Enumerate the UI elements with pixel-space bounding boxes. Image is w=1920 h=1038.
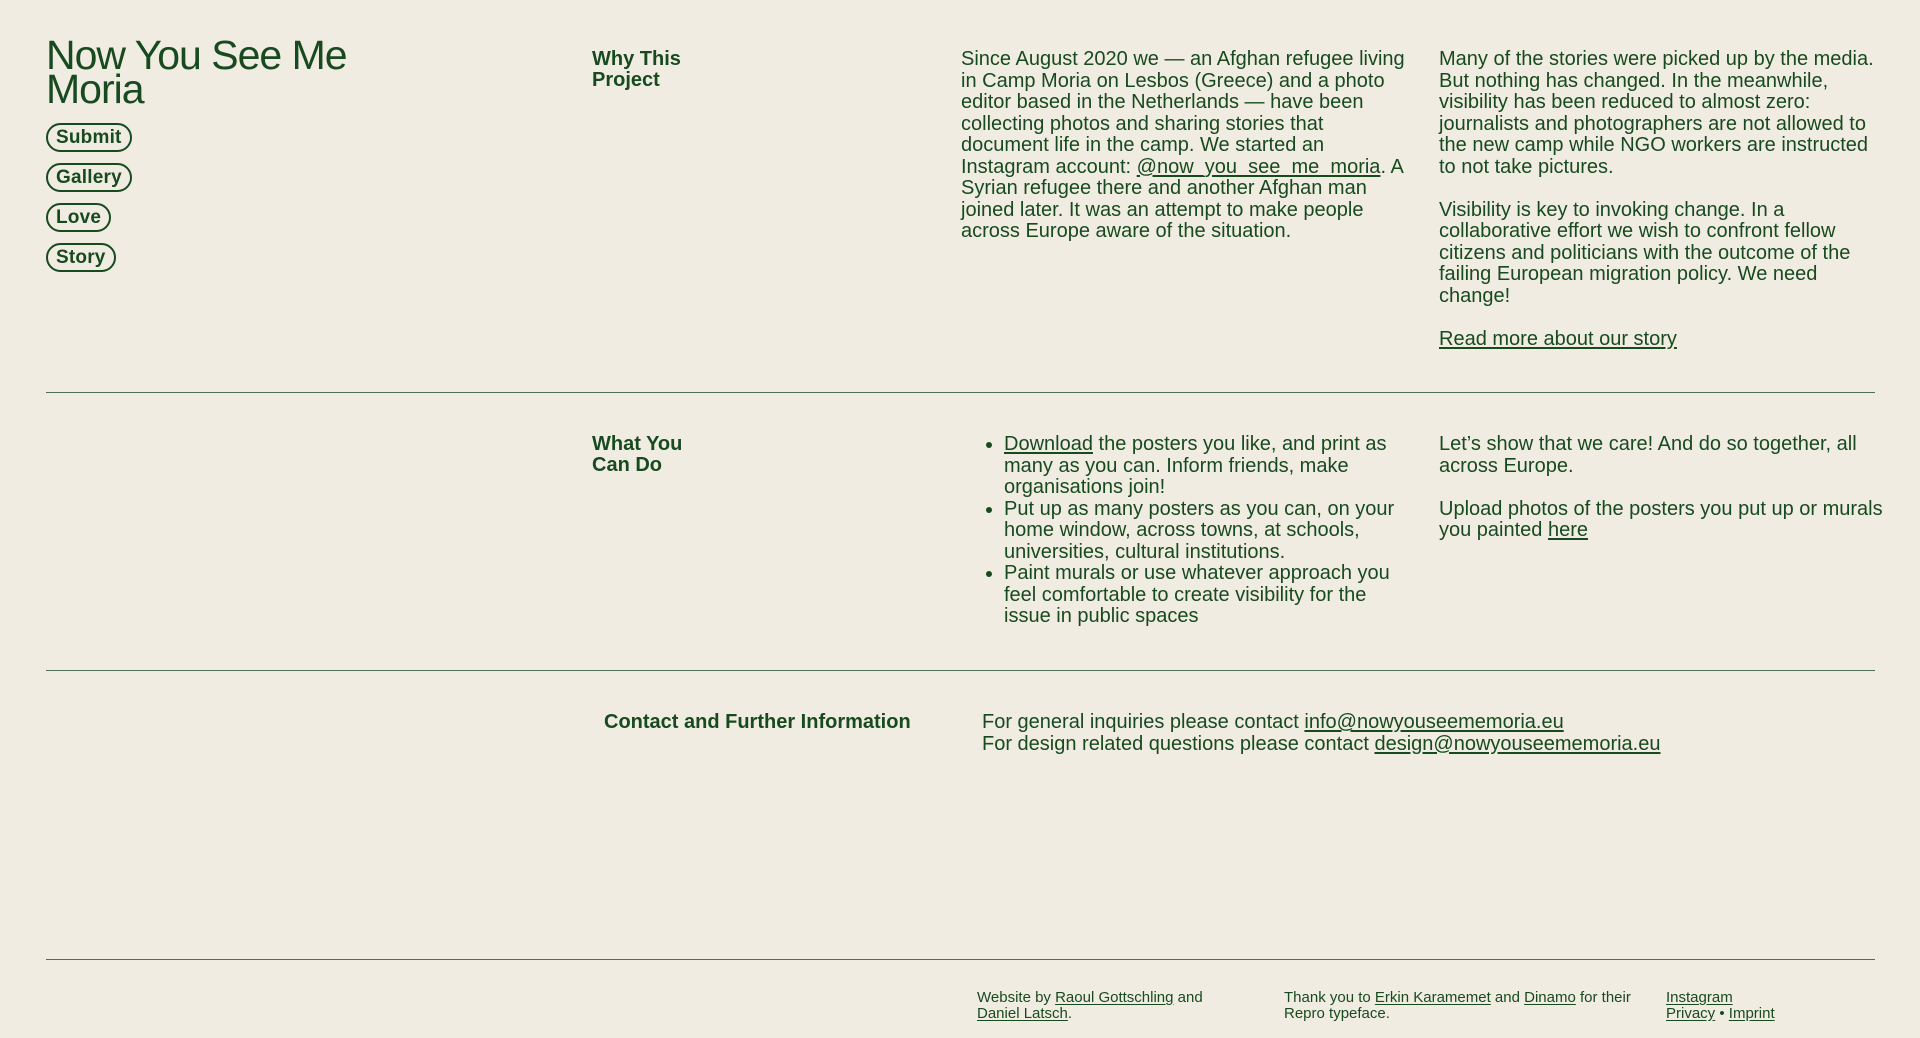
- instagram-handle-link[interactable]: @now_you_see_me_moria: [1136, 155, 1381, 178]
- why-col2: [1439, 49, 1889, 350]
- todo-heading: [592, 434, 682, 476]
- contact-general-text: For general inquiries please contact: [982, 711, 1305, 733]
- todo-col2-paragraph-1: Let’s show that we care! And do so together, all across Europe.: [1439, 433, 1857, 477]
- why-col1: [961, 49, 1411, 243]
- footer-imprint-link[interactable]: Imprint: [1728, 1005, 1775, 1022]
- footer-thanks-rest: for their Repro typeface.: [1284, 989, 1631, 1022]
- todo-col2: [1439, 434, 1889, 542]
- divider-1: [46, 392, 1875, 393]
- todo-list-item: • Paint murals or use whatever approach you feel comfortable to create visibility for the issue in public spaces: [1004, 563, 1418, 628]
- todo-heading-line2: Can Do: [592, 454, 662, 476]
- footer-instagram-link[interactable]: Instagram: [1666, 989, 1733, 1006]
- design-email-link[interactable]: design@nowyouseememoria.eu: [1374, 732, 1661, 755]
- divider-2: [46, 670, 1875, 671]
- main-nav: [46, 123, 132, 272]
- designer-raoul-link[interactable]: Raoul Gottschling: [1055, 989, 1174, 1006]
- why-col2-paragraph-2: Visibility is key to invoking change. In a collaborative effort we wish to confront fellow citizens and politicians with the outcome of the failing European migration policy. We need change!: [1439, 198, 1851, 307]
- footer-privacy-link[interactable]: Privacy: [1666, 1005, 1716, 1022]
- footer-credits: [977, 990, 1247, 1022]
- contact-design-text: For design related questions please contact: [982, 732, 1375, 755]
- read-more-story-link[interactable]: Read more about our story: [1439, 327, 1677, 350]
- why-col1-text-b: . A Syrian refugee there and another Afghan man joined later. It was an attempt to make people across Europe aware of the situation.: [961, 155, 1403, 242]
- site-title-line2: Moria: [46, 66, 144, 112]
- thanks-erkin-link[interactable]: Erkin Karamemet: [1374, 989, 1491, 1006]
- nav-submit-button[interactable]: Submit: [46, 123, 132, 152]
- footer-and: and: [1173, 989, 1203, 1006]
- todo-list: [961, 434, 1418, 628]
- footer-separator: •: [1715, 1005, 1729, 1022]
- todo-list-item: [1004, 434, 1418, 499]
- upload-here-link[interactable]: here: [1547, 519, 1589, 541]
- why-col1-text-a: Since August 2020 we — an Afghan refugee living in Camp Moria on Lesbos (Greece) and a photo editor based in the Netherlands — have been collecting photos and sharing stories that document life in the camp. We started an Instagram account:: [961, 48, 1405, 178]
- footer-thanks: [1284, 990, 1644, 1022]
- todo-upload-text: Upload photos of the posters you put up or murals you painted: [1439, 497, 1883, 541]
- site-title-line1: Now You See Me: [46, 32, 347, 78]
- todo-item-1-text: the posters you like, and print as many as you can. Inform friends, make organisations join!: [1004, 433, 1387, 498]
- footer-period: .: [1067, 1005, 1073, 1022]
- download-posters-link[interactable]: Download: [1004, 433, 1093, 455]
- footer-thanks-text: Thank you to: [1284, 989, 1375, 1006]
- designer-daniel-link[interactable]: Daniel Latsch: [977, 1005, 1068, 1022]
- nav-gallery-button[interactable]: Gallery: [46, 163, 132, 192]
- general-email-link[interactable]: info@nowyouseememoria.eu: [1304, 711, 1564, 733]
- nav-love-button[interactable]: Love: [46, 203, 111, 232]
- footer-links: [1666, 990, 1866, 1022]
- why-heading-line2: Project: [592, 69, 660, 91]
- site-title[interactable]: [46, 32, 347, 112]
- todo-col2-paragraph-2: [1439, 499, 1889, 542]
- contact-heading: Contact and Further Information: [604, 711, 911, 733]
- why-heading: [592, 49, 681, 91]
- why-col1-paragraph: [961, 49, 1411, 243]
- todo-heading-line1: What You: [592, 433, 683, 455]
- why-col2-paragraph-3: [1439, 329, 1889, 351]
- divider-3: [46, 959, 1875, 960]
- todo-list-item: • Put up as many posters as you can, on your home window, across towns, at schools, universities, cultural institutions.: [1004, 499, 1418, 564]
- why-col2-paragraph-1: Many of the stories were picked up by the media. But nothing has changed. In the meanwhile, visibility has been reduced to almost zero: journalists and photographers are not allowed to the new camp while NGO workers are instructed to not take pictures.: [1439, 48, 1874, 178]
- why-heading-line1: Why This: [592, 48, 681, 70]
- footer-thanks-and: and: [1490, 989, 1525, 1006]
- nav-story-button[interactable]: Story: [46, 243, 116, 272]
- thanks-dinamo-link[interactable]: Dinamo: [1524, 989, 1576, 1006]
- contact-lines: [982, 712, 1862, 755]
- footer-website-by: Website by: [977, 989, 1056, 1006]
